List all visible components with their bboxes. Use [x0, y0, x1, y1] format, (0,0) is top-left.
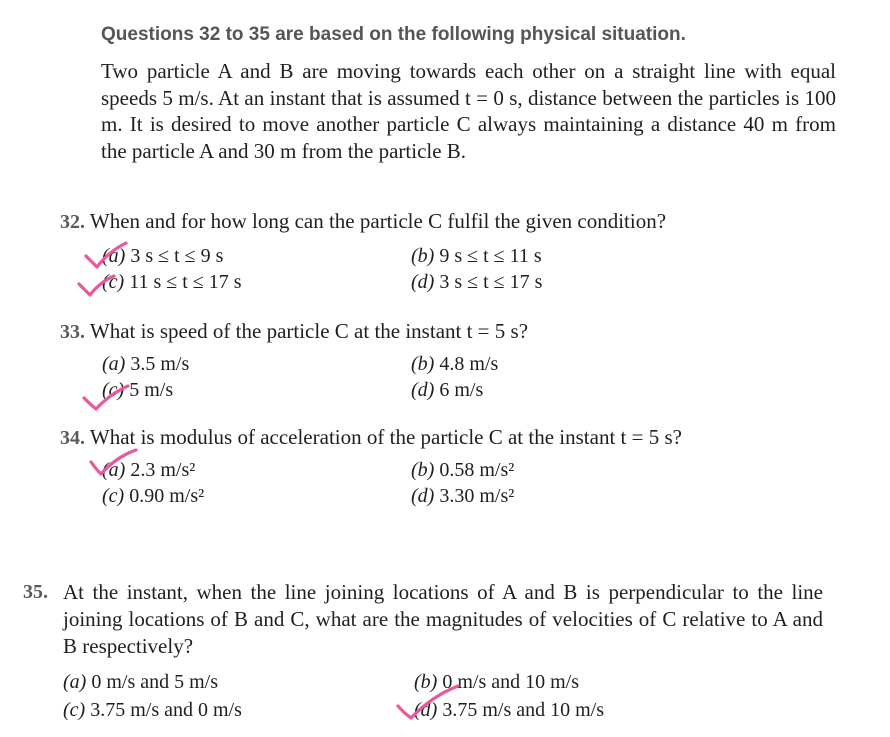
question-text: What is modulus of acceleration of the particle C at the instant t = 5 s?: [89, 425, 682, 449]
option-label: (a): [102, 353, 126, 375]
option-text: 0.58 m/s²: [439, 459, 515, 481]
option-33b[interactable]: [411, 352, 498, 376]
option-label: (d): [411, 271, 435, 293]
option-label: (b): [411, 245, 435, 267]
option-text: 3.75 m/s and 10 m/s: [442, 699, 604, 721]
option-label: (b): [411, 353, 435, 375]
option-label: (c): [102, 271, 125, 293]
option-text: 6 m/s: [439, 379, 484, 401]
option-label: (d): [411, 379, 435, 401]
question-text: When and for how long can the particle C fulfil the given condition?: [89, 209, 667, 233]
option-35b[interactable]: [414, 670, 579, 694]
option-32c[interactable]: [102, 270, 242, 294]
option-label: (c): [102, 379, 125, 401]
option-35d[interactable]: [414, 698, 604, 722]
question-text: What is speed of the particle C at the instant t = 5 s?: [89, 319, 529, 343]
question-33: [60, 318, 528, 345]
option-text: 3 s ≤ t ≤ 17 s: [439, 271, 543, 293]
option-34a[interactable]: [102, 458, 195, 482]
option-label: (c): [102, 485, 125, 507]
option-label: (a): [102, 245, 126, 267]
option-text: 11 s ≤ t ≤ 17 s: [129, 271, 242, 293]
option-32d[interactable]: [411, 270, 542, 294]
option-text: 2.3 m/s²: [130, 459, 196, 481]
option-text: 3.5 m/s: [130, 353, 190, 375]
passage-text: Two particle A and B are moving towards each other on a straight line with equal speeds 5 m/s. At an instant that is assumed t = 0 s, distance between the particles is 100 m. It is desired to move another particle C always maintaining a distance 40 m from the particle A and 30 m from the particle B.: [101, 59, 836, 163]
option-33a[interactable]: [102, 352, 189, 376]
option-label: (c): [63, 699, 86, 721]
option-32b[interactable]: [411, 244, 542, 268]
option-text: 9 s ≤ t ≤ 11 s: [439, 245, 542, 267]
option-text: 0.90 m/s²: [129, 485, 205, 507]
option-text: 5 m/s: [129, 379, 174, 401]
option-text: 0 m/s and 10 m/s: [442, 671, 579, 693]
option-label: (d): [411, 485, 435, 507]
question-number: 34.: [60, 427, 85, 449]
option-33d[interactable]: [411, 378, 483, 402]
question-35: [23, 579, 823, 660]
question-34: [60, 424, 682, 451]
option-32a[interactable]: [102, 244, 223, 268]
question-32: [60, 208, 666, 235]
question-number: 33.: [60, 321, 85, 343]
question-number: 32.: [60, 211, 85, 233]
option-text: 3.30 m/s²: [439, 485, 515, 507]
question-text: At the instant, when the line joining locations of A and B is perpendicular to the line joining locations of B and C, what are the magnitudes of velocities of C relative to A and B respectively?: [63, 580, 823, 658]
option-34b[interactable]: [411, 458, 514, 482]
option-34d[interactable]: [411, 484, 514, 508]
option-33c[interactable]: [102, 378, 173, 402]
option-label: (a): [102, 459, 126, 481]
option-label: (a): [63, 671, 87, 693]
option-text: 4.8 m/s: [439, 353, 499, 375]
option-label: (b): [414, 671, 438, 693]
question-number: 35.: [23, 581, 48, 603]
option-text: 0 m/s and 5 m/s: [91, 671, 218, 693]
option-35a[interactable]: [63, 670, 218, 694]
option-text: 3 s ≤ t ≤ 9 s: [130, 245, 224, 267]
option-text: 3.75 m/s and 0 m/s: [90, 699, 242, 721]
option-label: (b): [411, 459, 435, 481]
option-35c[interactable]: [63, 698, 242, 722]
option-34c[interactable]: [102, 484, 204, 508]
option-label: (d): [414, 699, 438, 721]
section-heading: Questions 32 to 35 are based on the following physical situation.: [101, 24, 686, 45]
